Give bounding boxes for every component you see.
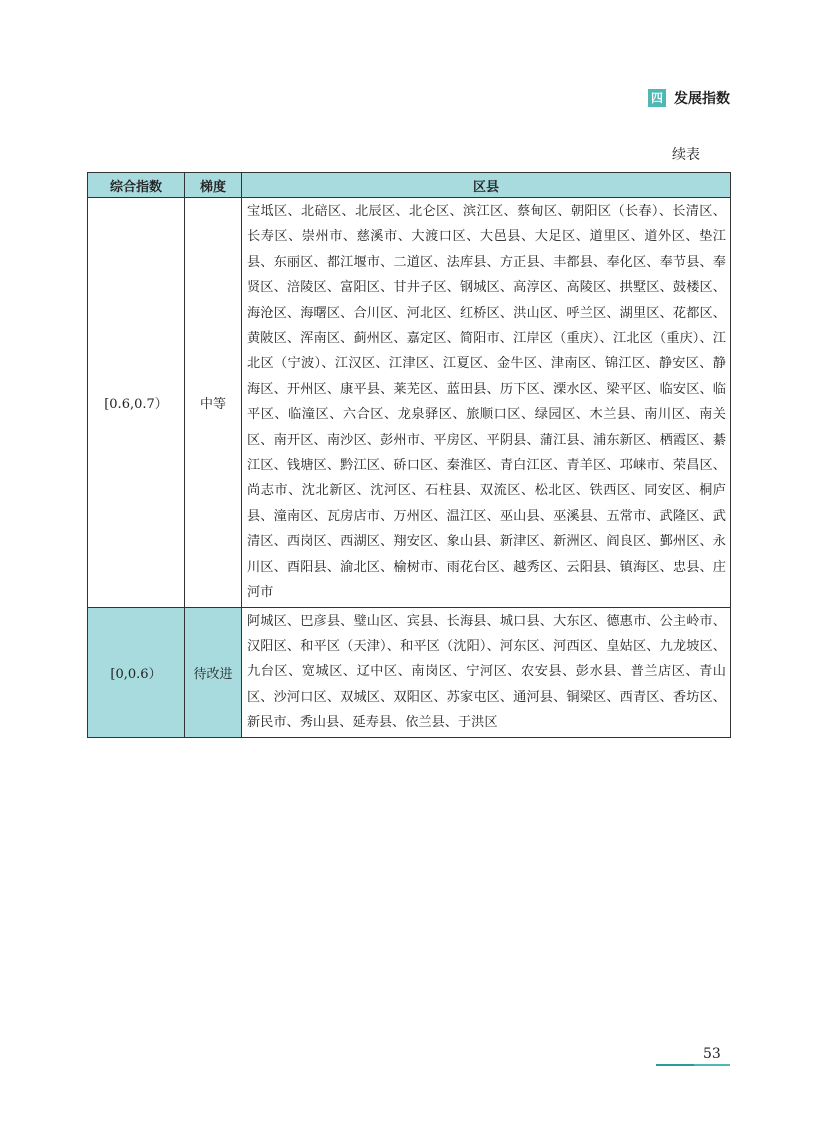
section-header xyxy=(648,88,730,108)
table-header-row xyxy=(88,173,731,198)
index-range-cell: [0,0.6） xyxy=(88,607,185,737)
section-number-badge: 四 xyxy=(648,89,666,107)
continued-label: 续表 xyxy=(672,147,700,163)
footer-rule-accent xyxy=(656,1064,694,1066)
gradient-cell: 待改进 xyxy=(185,607,242,737)
column-header-gradient: 梯度 xyxy=(185,173,242,198)
column-header-index: 综合指数 xyxy=(88,173,185,198)
section-title: 发展指数 xyxy=(674,91,730,107)
district-index-table xyxy=(87,172,731,738)
districts-cell: 宝坻区、北碚区、北辰区、北仑区、滨江区、蔡甸区、朝阳区（长春）、长清区、长寿区、崇州市、慈溪市、大渡口区、大邑县、大足区、道里区、道外区、垫江县、东丽区、都江堰市、二道区、法库县、方正县、丰都县、奉化区、奉节县、奉贤区、涪陵区、富阳区、甘井子区、钢城区、高淳区、高陵区、拱墅区、鼓楼区、海沧区、海曙区、合川区、河北区、红桥区、洪山区、呼兰区、湖里区、花都区、黄陂区、浑南区、蓟州区、嘉定区、简阳市、江岸区（重庆）、江北区（重庆）、江北区（宁波）、江汉区、江津区、江夏区、金牛区、津南区、锦江区、静安区、静海区、开州区、康平县、莱芜区、蓝田县、历下区、溧水区、梁平区、临安区、临平区、临潼区、六合区、龙泉驿区、旅顺口区、绿园区、木兰县、南川区、南关区、南开区、南沙区、彭州市、平房区、平阴县、蒲江县、浦东新区、栖霞区、綦江区、钱塘区、黔江区、硚口区、秦淮区、青白江区、青羊区、邛崃市、荣昌区、尚志市、沈北新区、沈河区、石柱县、双流区、松北区、铁西区、同安区、桐庐县、潼南区、瓦房店市、万州区、温江区、巫山县、巫溪县、五常市、武隆区、武清区、西岗区、西湖区、翔安区、象山县、新津区、新洲区、阎良区、鄞州区、永川区、酉阳县、渝北区、榆树市、雨花台区、越秀区、云阳县、镇海区、忠县、庄河市 xyxy=(242,198,731,608)
column-header-districts: 区县 xyxy=(242,173,731,198)
table-row xyxy=(88,607,731,737)
page-number: 53 xyxy=(703,1046,721,1062)
gradient-cell: 中等 xyxy=(185,198,242,608)
index-range-cell: [0.6,0.7） xyxy=(88,198,185,608)
districts-cell: 阿城区、巴彦县、璧山区、宾县、长海县、城口县、大东区、德惠市、公主岭市、汉阳区、和平区（天津）、和平区（沈阳）、河东区、河西区、皇姑区、九龙坡区、九台区、宽城区、辽中区、南岗区、宁河区、农安县、彭水县、普兰店区、青山区、沙河口区、双城区、双阳区、苏家屯区、通河县、铜梁区、西青区、香坊区、新民市、秀山县、延寿县、依兰县、于洪区 xyxy=(242,607,731,737)
table-row xyxy=(88,198,731,608)
